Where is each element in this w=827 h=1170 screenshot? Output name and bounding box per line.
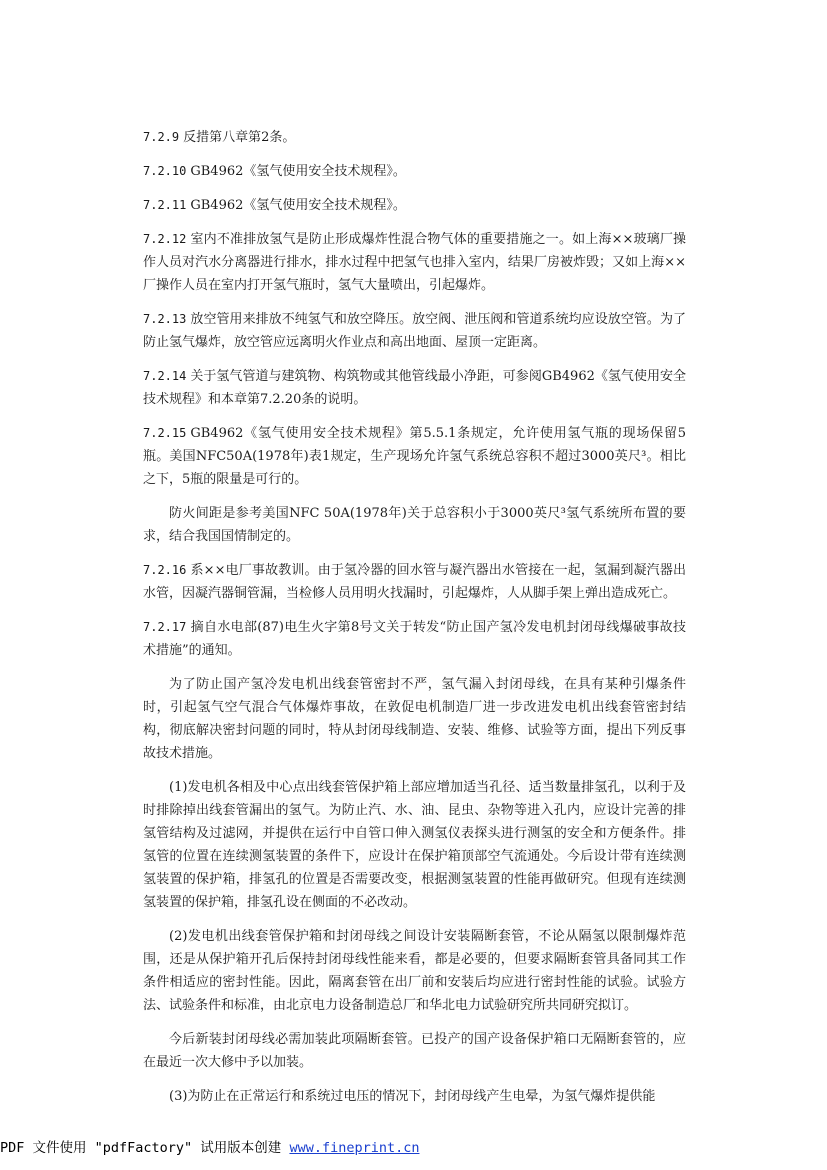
paragraph-text: 室内不准排放氢气是防止形成爆炸性混合物气体的重要措施之一。如上海××玻璃厂操作人员对汽水分离器进行排水，排水过程中把氢气也排入室内，结果厂房被炸毁；又如上海××厂操作人员在室内打开氢气瓶时，氢气大量喷出，引起爆炸。	[143, 232, 686, 293]
paragraph-7-2-13	[143, 308, 686, 354]
clause-number: 7.2.11	[143, 198, 187, 212]
paragraph-text: 关于氢气管道与建筑物、构筑物或其他管线最小净距，可参阅GB4962《氢气使用安全技术规程》和本章第7.2.20条的说明。	[143, 369, 686, 407]
clause-number: 7.2.12	[143, 232, 187, 246]
paragraph-text: (1)发电机各相及中心点出线套管保护箱上部应增加适当孔径、适当数量排氢孔，以利于及时排除掉出线套管漏出的氢气。为防止汽、水、油、昆虫、杂物等进入孔内，应设计完善的排氢管结构及过滤网，并提供在运行中自管口伸入测氢仪表探头进行测氢的安全和方便条件。排氢管的位置在连续测氢装置的条件下，应设计在保护箱顶部空气流通处。今后设计带有连续测氢装置的保护箱，排氢孔的位置是否需要改变，根据测氢装置的性能再做研究。但现有连续测氢装置的保护箱，排氢孔设在侧面的不必改动。	[143, 780, 686, 910]
footer-text: PDF 文件使用 "pdfFactory" 试用版本创建	[0, 1140, 290, 1156]
pdf-footer	[0, 1136, 540, 1156]
clause-number: 7.2.14	[143, 369, 187, 383]
clause-number: 7.2.10	[143, 164, 187, 178]
paragraph-text: GB4962《氢气使用安全技术规程》第5.5.1条规定，允许使用氢气瓶的现场保留5瓶。美国NFC50A(1978年)表1规定，生产现场允许氢气系统总容积不超过3000英尺³。相比之下，5瓶的限量是可行的。	[143, 426, 686, 487]
clause-number: 7.2.9	[143, 130, 180, 144]
footer-link[interactable]: www.fineprint.cn	[289, 1140, 420, 1156]
clause-number: 7.2.13	[143, 312, 187, 326]
paragraph-measure-3	[143, 1085, 686, 1108]
paragraph-measure-2	[143, 925, 686, 1017]
paragraph-text: (3)为防止在正常运行和系统过电压的情况下，封闭母线产生电晕，为氢气爆炸提供能	[169, 1089, 656, 1104]
document-body	[143, 126, 686, 1119]
paragraph-text: 反措第八章第2条。	[183, 130, 296, 145]
paragraph-text: 放空管用来排放不纯氢气和放空降压。放空阀、泄压阀和管道系统均应设放空管。为了防止氢气爆炸，放空管应远离明火作业点和高出地面、屋顶一定距离。	[143, 312, 686, 350]
paragraph-text: GB4962《氢气使用安全技术规程》。	[190, 198, 406, 213]
paragraph-7-2-10	[143, 160, 686, 183]
paragraph-new-install	[143, 1028, 686, 1074]
paragraph-fire-distance	[143, 502, 686, 548]
paragraph-text: 系××电厂事故教训。由于氢冷器的回水管与凝汽器出水管接在一起，氢漏到凝汽器出水管，因凝汽器铜管漏，当检修人员用明火找漏时，引起爆炸，人从脚手架上弹出造成死亡。	[143, 563, 686, 601]
paragraph-text: (2)发电机出线套管保护箱和封闭母线之间设计安装隔断套管，不论从隔氢以限制爆炸范围，还是从保护箱开孔后保持封闭母线性能来看，都是必要的，但要求隔断套管具备同其工作条件相适应的密封性能。因此，隔离套管在出厂前和安装后均应进行密封性能的试验。试验方法、试验条件和标准，由北京电力设备制造总厂和华北电力试验研究所共同研究拟订。	[143, 929, 686, 1013]
paragraph-text: 为了防止国产氢冷发电机出线套管密封不严，氢气漏入封闭母线，在具有某种引爆条件时，引起氢气空气混合气体爆炸事故，在敦促电机制造厂进一步改进发电机出线套管密封结构，彻底解决密封问题的同时，特从封闭母线制造、安装、维修、试验等方面，提出下列反事故技术措施。	[143, 677, 686, 761]
paragraph-text: 今后新装封闭母线必需加装此项隔断套管。已投产的国产设备保护箱口无隔断套管的，应在最近一次大修中予以加装。	[143, 1032, 686, 1070]
paragraph-7-2-9	[143, 126, 686, 149]
clause-number: 7.2.17	[143, 620, 187, 634]
paragraph-purpose	[143, 673, 686, 765]
paragraph-7-2-11	[143, 194, 686, 217]
paragraph-7-2-17	[143, 616, 686, 662]
paragraph-7-2-12	[143, 228, 686, 297]
paragraph-7-2-15	[143, 422, 686, 491]
paragraph-measure-1	[143, 776, 686, 914]
paragraph-7-2-16	[143, 559, 686, 605]
clause-number: 7.2.15	[143, 426, 187, 440]
paragraph-7-2-14	[143, 365, 686, 411]
paragraph-text: 防火间距是参考美国NFC 50A(1978年)关于总容积小于3000英尺³氢气系统所布置的要求，结合我国国情制定的。	[143, 506, 686, 544]
paragraph-text: 摘自水电部(87)电生火字第8号文关于转发“防止国产氢冷发电机封闭母线爆破事故技术措施”的通知。	[143, 620, 686, 658]
clause-number: 7.2.16	[143, 563, 187, 577]
paragraph-text: GB4962《氢气使用安全技术规程》。	[190, 164, 406, 179]
